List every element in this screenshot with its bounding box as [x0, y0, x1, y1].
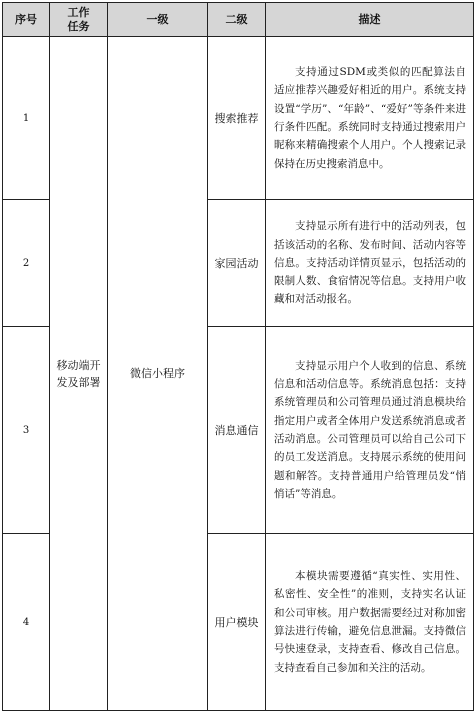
header-task-label: 工作任务: [67, 5, 90, 33]
header-level1: 一级: [108, 3, 208, 37]
work-task-text: 移动端开发及部署: [56, 358, 101, 389]
work-task-cell: [50, 37, 108, 711]
row-level2: [208, 37, 266, 200]
row-desc: [266, 200, 474, 327]
row-desc-text: 支持通过SDM或类似的匹配算法自适应推荐兴趣爱好相近的用户。系统支持设置“学历”、“年龄”、“爱好”等条件来进行条件匹配。系统同时支持通过搜索用户昵称来精确搜索个人用户。个人搜索记录保持在历史搜索消息中。: [274, 66, 466, 170]
level1-cell: [108, 37, 208, 711]
row-seq: 1: [3, 37, 50, 200]
header-level2: 二级: [208, 3, 266, 37]
row-level2-text: 搜索推荐: [214, 111, 259, 125]
row-desc: [266, 327, 474, 534]
row-desc-text: 支持显示用户个人收到的信息、系统信息和活动信息等。系统消息包括：支持系统管理员和公司管理员通过消息模块给指定用户或者全体用户发送系统消息或者活动消息。公司管理员可以给自己公司下的员工发送消息。支持展示系统的使用问题和解答。支持普通用户给管理员发“悄悄话”等消息。: [274, 359, 466, 500]
row-level2-text: 家园活动: [214, 256, 259, 270]
row-level2-text: 消息通信: [214, 423, 259, 437]
level1-text: 微信小程序: [130, 367, 185, 380]
row-desc-text: 支持显示所有进行中的活动列表，包括该活动的名称、发布时间、活动内容等信息。支持活动详情页显示，包括活动的限制人数、食宿情况等信息。支持用户收藏和对活动报名。: [274, 220, 466, 306]
row-seq: 4: [3, 534, 50, 711]
row-level2: [208, 327, 266, 534]
row-level2: [208, 534, 266, 711]
row-desc: [266, 37, 474, 200]
table-row: [3, 37, 474, 200]
table-header-row: [3, 3, 474, 37]
row-level2: [208, 200, 266, 327]
requirements-table: [2, 2, 474, 711]
header-seq: 序号: [3, 3, 50, 37]
header-desc: 描述: [266, 3, 474, 37]
header-task: [50, 3, 108, 37]
row-level2-text: 用户模块: [214, 615, 259, 629]
row-desc: [266, 534, 474, 711]
row-seq: 3: [3, 327, 50, 534]
row-seq: 2: [3, 200, 50, 327]
row-desc-text: 本模块需要遵循“真实性、实用性、私密性、安全性”的准则，支持实名认证和公司审核。用户数据需要经过对称加密算法进行传输，避免信息泄漏。支持微信号快速登录，支持查看、修改自己信息。支持查看自己参加和关注的活动。: [274, 570, 466, 674]
